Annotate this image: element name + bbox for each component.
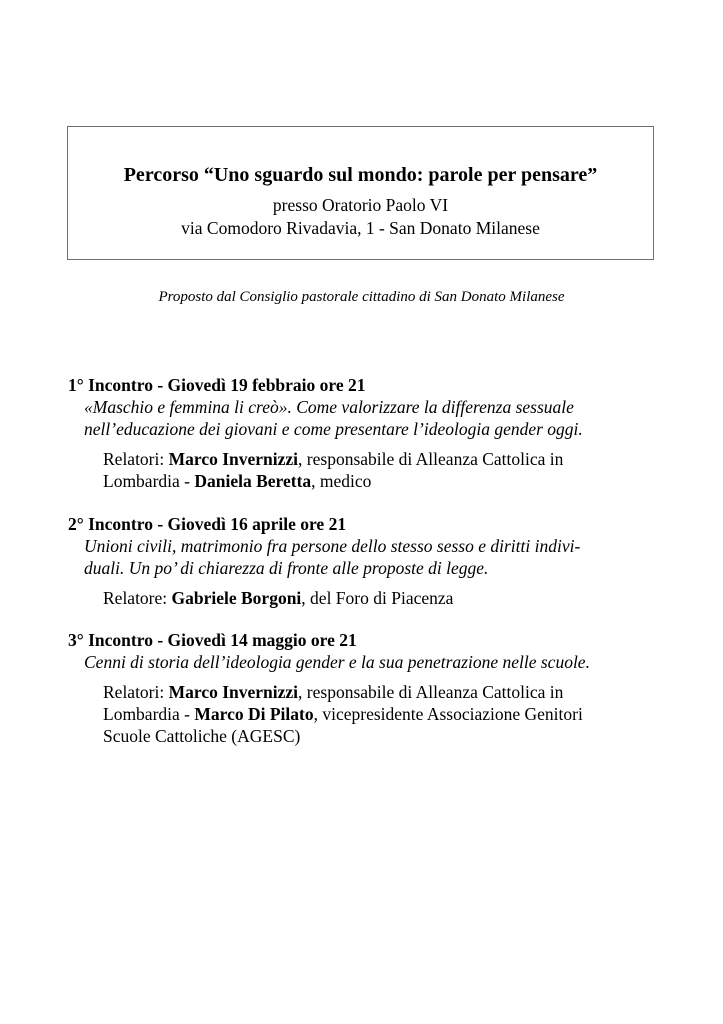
meeting-heading: 3° Incontro - Giovedì 14 maggio ore 21 (68, 630, 357, 650)
speaker-name: Marco Invernizzi (168, 682, 299, 702)
speakers-label: Relatori: (103, 449, 169, 469)
speakers (103, 681, 668, 747)
speaker-role: , medico (311, 471, 372, 491)
topic-line: nell’educazione dei giovani e come presentare l’ideologia gender oggi. (84, 419, 583, 439)
address-line: via Comodoro Rivadavia, 1 - San Donato Milanese (181, 218, 540, 238)
topic-line: «Maschio e femmina li creò». Come valorizzare la differenza sessuale (84, 397, 574, 417)
meeting-2 (68, 513, 668, 609)
venue-line: presso Oratorio Paolo VI (272, 195, 449, 215)
meeting-3 (68, 629, 668, 747)
meeting-topic (84, 396, 668, 440)
meeting-topic (84, 651, 668, 673)
meeting-heading: 1° Incontro - Giovedì 19 febbraio ore 21 (68, 375, 366, 395)
speaker-role: Lombardia - (103, 471, 195, 491)
speakers-label: Relatori: (103, 682, 169, 702)
speaker-role: , del Foro di Piacenza (301, 588, 454, 608)
header-box (67, 126, 654, 260)
speaker-name: Marco Di Pilato (194, 704, 314, 724)
speaker-role: , responsabile di Alleanza Cattolica in (298, 449, 564, 469)
speaker-role: , vicepresidente Associazione Genitori (313, 704, 583, 724)
speaker-name: Daniela Beretta (194, 471, 312, 491)
speakers (103, 587, 668, 609)
topic-line: Cenni di storia dell’ideologia gender e la sua penetrazione nelle scuole. (84, 652, 590, 672)
page-title: Percorso “Uno sguardo sul mondo: parole per pensare” (123, 164, 598, 186)
meeting-topic (84, 535, 668, 579)
speaker-role: , responsabile di Alleanza Cattolica in (298, 682, 564, 702)
speaker-name: Gabriele Borgoni (171, 588, 302, 608)
speakers-label: Relatore: (103, 588, 172, 608)
topic-line: Unioni civili, matrimonio fra persone dello stesso sesso e diritti indivi- (84, 536, 581, 556)
speaker-role: Lombardia - (103, 704, 195, 724)
speaker-name: Marco Invernizzi (168, 449, 299, 469)
meeting-heading: 2° Incontro - Giovedì 16 aprile ore 21 (68, 514, 347, 534)
topic-line: duali. Un po’ di chiarezza di fronte alle proposte di legge. (84, 558, 489, 578)
proposer-line: Proposto dal Consiglio pastorale cittadino di San Donato Milanese (158, 289, 565, 305)
speakers (103, 448, 668, 492)
meeting-1 (68, 374, 668, 492)
speaker-role: Scuole Cattoliche (AGESC) (103, 726, 301, 746)
